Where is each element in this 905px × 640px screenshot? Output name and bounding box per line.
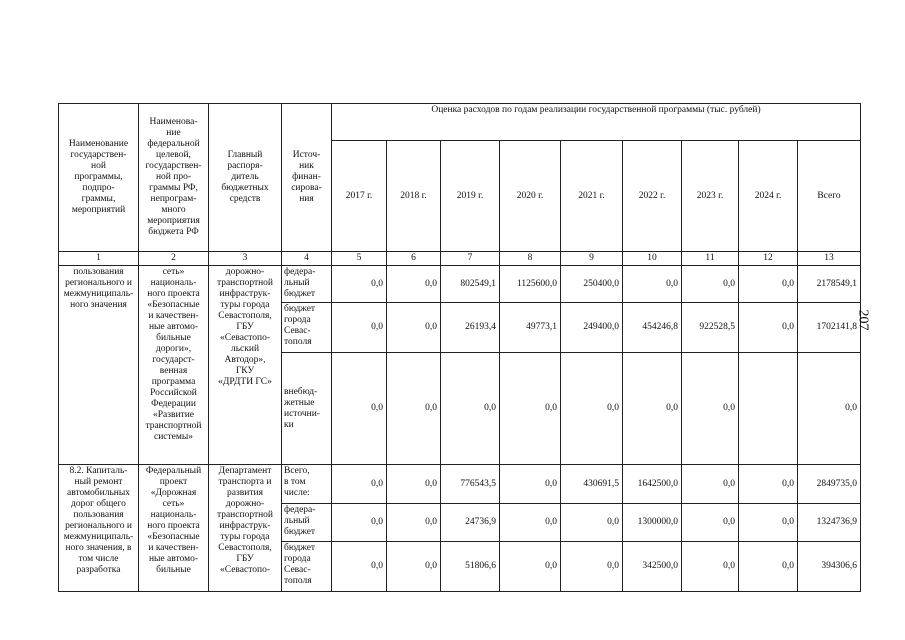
column-number-row — [59, 252, 861, 266]
header-year-2023: 2023 г. — [682, 141, 739, 252]
value-cell: 0,0 — [332, 504, 387, 542]
funding-source-cell: бюджет города Севас- тополя — [282, 542, 332, 592]
header-total: Всего — [798, 141, 861, 252]
value-cell: 249400,0 — [561, 303, 623, 353]
value-cell: 0,0 — [387, 504, 441, 542]
total-cell: 1324736,9 — [798, 504, 861, 542]
value-cell: 24736,9 — [441, 504, 500, 542]
value-cell: 0,0 — [739, 465, 798, 504]
federal-program-cell: Федеральный проект «Дорожная сеть» националь- ного проекта «Безопасные и качествен- ные автомо- бильные — [139, 465, 209, 592]
table-row — [59, 465, 861, 504]
value-cell: 0,0 — [682, 353, 739, 465]
funding-source-cell: федера- льный бюджет — [282, 504, 332, 542]
col-number: 1 — [59, 252, 139, 266]
value-cell: 430691,5 — [561, 465, 623, 504]
funding-source-cell: федера- льный бюджет — [282, 266, 332, 303]
value-cell: 1642500,0 — [623, 465, 682, 504]
value-cell: 0,0 — [739, 303, 798, 353]
col-number: 3 — [209, 252, 282, 266]
value-cell: 0,0 — [441, 353, 500, 465]
col-number: 5 — [332, 252, 387, 266]
value-cell: 802549,1 — [441, 266, 500, 303]
value-cell: 0,0 — [332, 266, 387, 303]
value-cell: 0,0 — [739, 504, 798, 542]
value-cell: 1300000,0 — [623, 504, 682, 542]
value-cell: 0,0 — [387, 465, 441, 504]
budget-manager-cell: Департамент транспорта и развития дорожно- транспортной инфраструк- туры города Севастополя, ГБУ «Севастопо- — [209, 465, 282, 592]
col-number: 2 — [139, 252, 209, 266]
value-cell: 0,0 — [682, 465, 739, 504]
col-number: 13 — [798, 252, 861, 266]
value-cell: 0,0 — [682, 542, 739, 592]
value-cell: 0,0 — [739, 266, 798, 303]
program-name-cell: пользования регионального и межмуниципаль- ного значения — [59, 266, 139, 465]
value-cell: 454246,8 — [623, 303, 682, 353]
value-cell: 0,0 — [500, 465, 561, 504]
total-cell: 2178549,1 — [798, 266, 861, 303]
budget-manager-cell: дорожно- транспортной инфраструк- туры города Севастополя, ГБУ «Севастопо- льский Автодор», ГКУ «ДРДТИ ГС» — [209, 266, 282, 465]
col-number: 7 — [441, 252, 500, 266]
value-cell: 0,0 — [682, 504, 739, 542]
header-year-2021: 2021 г. — [561, 141, 623, 252]
value-cell: 0,0 — [387, 353, 441, 465]
value-cell: 0,0 — [387, 542, 441, 592]
total-cell: 0,0 — [798, 353, 861, 465]
value-cell: 0,0 — [332, 353, 387, 465]
total-cell: 2849735,0 — [798, 465, 861, 504]
value-cell: 0,0 — [387, 266, 441, 303]
value-cell: 250400,0 — [561, 266, 623, 303]
value-cell: 0,0 — [332, 303, 387, 353]
header-budget-manager: Главный распоря- дитель бюджетных средств — [209, 104, 282, 252]
col-number: 6 — [387, 252, 441, 266]
value-cell: 0,0 — [500, 504, 561, 542]
value-cell: 0,0 — [332, 465, 387, 504]
value-cell: 0,0 — [623, 353, 682, 465]
col-number: 10 — [623, 252, 682, 266]
funding-source-cell: внебюд- жетные источни- ки — [282, 353, 332, 465]
header-year-2017: 2017 г. — [332, 141, 387, 252]
header-funding-source: Источ- ник финан- сирова- ния — [282, 104, 332, 252]
value-cell: 0,0 — [623, 266, 682, 303]
col-number: 12 — [739, 252, 798, 266]
value-cell: 26193,4 — [441, 303, 500, 353]
page-number: 207 — [855, 309, 871, 331]
value-cell: 342500,0 — [623, 542, 682, 592]
total-cell: 394306,6 — [798, 542, 861, 592]
value-cell: 0,0 — [561, 504, 623, 542]
header-year-2022: 2022 г. — [623, 141, 682, 252]
value-cell: 1125600,0 — [500, 266, 561, 303]
funding-source-cell: Всего, в том числе: — [282, 465, 332, 504]
value-cell: 0,0 — [739, 542, 798, 592]
col-number: 9 — [561, 252, 623, 266]
col-number: 8 — [500, 252, 561, 266]
value-cell: 0,0 — [561, 353, 623, 465]
header-federal-program: Наименова- ние федеральной целевой, государствен- ной про- граммы РФ, непрограм- много мероприятия бюджета РФ — [139, 104, 209, 252]
value-cell: 51806,6 — [441, 542, 500, 592]
budget-table — [58, 103, 861, 592]
value-cell: 922528,5 — [682, 303, 739, 353]
col-number: 11 — [682, 252, 739, 266]
total-cell: 1702141,8 — [798, 303, 861, 353]
value-cell: 49773,1 — [500, 303, 561, 353]
value-cell: 0,0 — [332, 542, 387, 592]
header-year-2018: 2018 г. — [387, 141, 441, 252]
header-year-2020: 2020 г. — [500, 141, 561, 252]
value-cell: 0,0 — [387, 303, 441, 353]
header-expense-estimate: Оценка расходов по годам реализации государственной программы (тыс. рублей) — [332, 104, 861, 141]
col-number: 4 — [282, 252, 332, 266]
header-program-name: Наименование государствен- ной программы, подпро- граммы, мероприятий — [59, 104, 139, 252]
value-cell: 0,0 — [561, 542, 623, 592]
value-cell — [739, 353, 798, 465]
program-name-cell: 8.2. Капиталь- ный ремонт автомобильных дорог общего пользования регионального и межмуниципаль- ного значения, в том числе разработка — [59, 465, 139, 592]
federal-program-cell: сеть» националь- ного проекта «Безопасные и качествен- ные автомо- бильные дороги», государст- венная программа Российской Федерации «Развитие транспортной системы» — [139, 266, 209, 465]
value-cell: 0,0 — [500, 353, 561, 465]
value-cell: 776543,5 — [441, 465, 500, 504]
value-cell: 0,0 — [682, 266, 739, 303]
header-year-2024: 2024 г. — [739, 141, 798, 252]
header-year-2019: 2019 г. — [441, 141, 500, 252]
value-cell: 0,0 — [500, 542, 561, 592]
funding-source-cell: бюджет города Севас- тополя — [282, 303, 332, 353]
table-row — [59, 266, 861, 303]
